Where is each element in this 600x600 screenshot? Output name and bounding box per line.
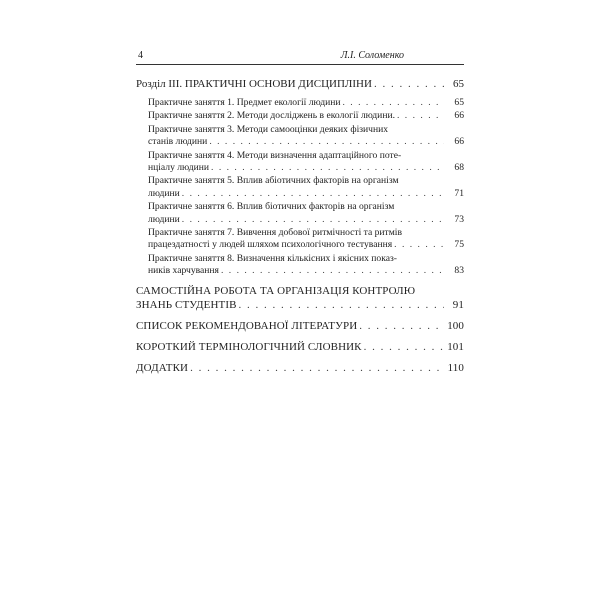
document-page — [136, 50, 464, 375]
toc-subentry-title: Практичне заняття 3. Методи самооцінки деяких фізичних — [148, 123, 389, 135]
toc-subentry-page: 73 — [454, 213, 464, 225]
toc-leader-dots — [359, 319, 444, 333]
toc-leader-dots — [182, 214, 444, 226]
toc-entry-title: КОРОТКИЙ ТЕРМІНОЛОГІЧНИЙ СЛОВНИК — [136, 340, 362, 353]
toc-subentry[interactable] — [148, 175, 464, 200]
toc-entry-title: СПИСОК РЕКОМЕНДОВАНОЇ ЛІТЕРАТУРИ — [136, 319, 358, 332]
toc-subentry[interactable] — [148, 97, 464, 109]
toc-subentry-page: 66 — [454, 136, 464, 148]
toc-leader-dots — [221, 265, 444, 277]
toc-subentry-page: 68 — [454, 162, 464, 174]
toc-subentry[interactable] — [148, 227, 464, 252]
toc-subentry-title: Практичне заняття 2. Методи досліджень в екології людини. — [148, 110, 395, 122]
toc-entry-page: 91 — [452, 298, 464, 311]
toc-subentry-title-cont: станів людини — [148, 136, 208, 148]
toc-subentry-title: Практичне заняття 6. Вплив біотичних факторів на організм — [148, 201, 395, 213]
toc-leader-dots — [394, 239, 444, 251]
toc-leader-dots — [211, 162, 444, 174]
toc-subentry-title-cont: нціалу людини — [148, 162, 210, 174]
toc-top-entry[interactable] — [136, 361, 464, 375]
toc-entry-page: 110 — [447, 361, 464, 374]
toc-entry-title: Розділ III. ПРАКТИЧНІ ОСНОВИ ДИСЦИПЛІНИ — [136, 78, 372, 90]
toc-subentry-title: Практичне заняття 8. Визначення кількісних і якісних показ- — [148, 252, 397, 264]
toc-leader-dots — [397, 110, 444, 122]
toc-leader-dots — [364, 340, 444, 354]
toc-leader-dots — [342, 97, 444, 109]
toc-entry-title-cont: ЗНАНЬ СТУДЕНТІВ — [136, 298, 237, 311]
toc-leader-dots — [374, 77, 444, 91]
running-header-author: Л.І. Соломенко — [340, 50, 404, 61]
toc-subentry-title: Практичне заняття 7. Вивчення добової ритмічності та ритмів — [148, 227, 402, 239]
toc-subentry-page: 75 — [454, 239, 464, 251]
toc-leader-dots — [239, 298, 444, 312]
toc-subentry[interactable] — [148, 110, 464, 122]
toc-subentry-title: Практичне заняття 4. Методи визначення адаптаційного поте- — [148, 149, 402, 161]
toc-entry-page: 100 — [447, 319, 464, 332]
page-number: 4 — [138, 50, 143, 61]
toc-entry-page: 65 — [453, 78, 464, 90]
toc-entry-title: ДОДАТКИ — [136, 361, 189, 374]
toc-top-entry[interactable] — [136, 284, 464, 312]
toc-leader-dots — [182, 188, 444, 200]
toc-subentry-title-cont: людини — [148, 213, 180, 225]
toc-entry-page: 101 — [447, 340, 464, 353]
toc-section-entry[interactable] — [136, 77, 464, 91]
toc-subentry-page: 66 — [454, 110, 464, 122]
toc-subentry-title-cont: людини — [148, 187, 180, 199]
toc-entry-title: САМОСТІЙНА РОБОТА ТА ОРГАНІЗАЦІЯ КОНТРОЛЮ — [136, 284, 416, 297]
toc-subentry-page: 71 — [454, 187, 464, 199]
toc-subentry-page: 83 — [454, 265, 464, 277]
toc-subentry-title-cont: працездатності у людей шляхом психологічного тестування — [148, 239, 393, 251]
toc-subentry-title: Практичне заняття 5. Вплив абіотичних факторів на організм — [148, 175, 399, 187]
toc-subentry-title: Практичне заняття 1. Предмет екології людини — [148, 97, 341, 108]
toc-leader-dots — [190, 361, 444, 375]
toc-top-entry[interactable] — [136, 340, 464, 354]
toc-subentry-page: 65 — [454, 97, 464, 108]
toc-subentry[interactable] — [148, 201, 464, 226]
toc-subentry[interactable] — [148, 124, 464, 149]
toc-subentry[interactable] — [148, 253, 464, 278]
toc-subentry-title-cont: ників харчування — [148, 265, 219, 277]
toc-subsection-list — [136, 97, 464, 278]
toc-top-entry[interactable] — [136, 319, 464, 333]
toc-subentry[interactable] — [148, 150, 464, 175]
running-header — [136, 50, 464, 65]
table-of-contents — [136, 77, 464, 375]
toc-leader-dots — [209, 136, 444, 148]
